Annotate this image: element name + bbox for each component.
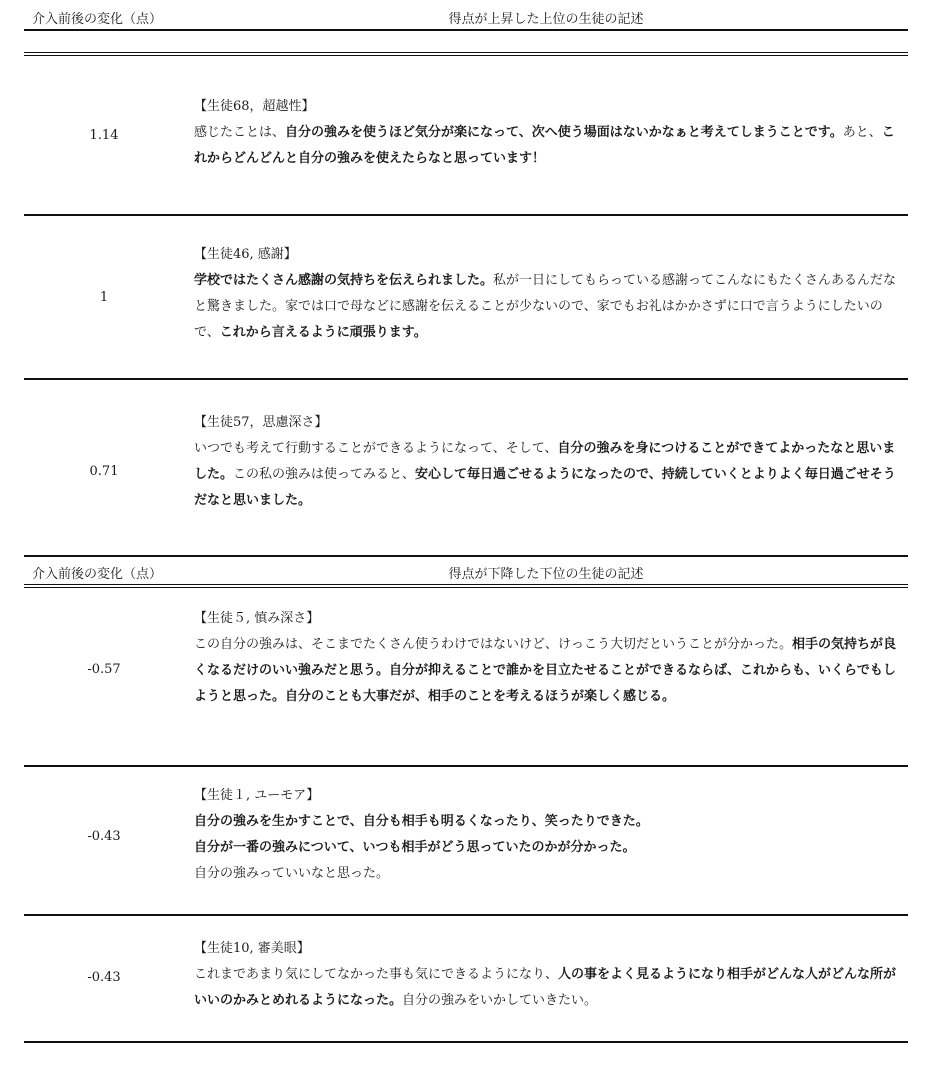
table-row [24, 588, 908, 760]
table-header [24, 557, 908, 585]
comment-text-bold: 学校ではたくさん感謝の気持ちを伝えられました。 [194, 273, 494, 288]
change-value: 0.71 [89, 464, 119, 479]
table-row [24, 56, 908, 214]
table-header [24, 2, 908, 30]
change-value: 1.14 [89, 128, 119, 143]
comment-text-bold: これから言えるように頑張ります。 [219, 325, 427, 340]
student-tag: 【生徒１, ユーモア】 [194, 788, 320, 803]
comment-text: 私が一日にしてもらっている感謝ってこんなにもたくさんあるんだなと驚きました。家では口で母などに感謝を伝えることが少ないので、家でもお礼はかかさずに口で言うようにしたいので、 [194, 273, 897, 340]
header-top-rule [24, 29, 908, 31]
change-value: -0.43 [87, 970, 121, 985]
student-tag: 【生徒68，超越性】 [194, 99, 315, 114]
comment-text: いつでも考えて行動することができるようになって、そして、 [194, 441, 558, 456]
comment-text: これまであまり気にしてなかった事も気にできるようになり、 [194, 967, 559, 982]
header-double-rule-1 [24, 584, 908, 585]
comment-text: この私の強みは使ってみると、 [233, 467, 416, 482]
student-comment [194, 936, 904, 1014]
header-change-label: 介入前後の変化（点） [32, 567, 163, 582]
header-change-label: 介入前後の変化（点） [32, 12, 163, 27]
comment-text-bold: 自分の強みを使うほど気分が楽になって、次へ使う場面はないかなぁと考えてしまうことです。 [285, 125, 843, 140]
comment-text-bold: 自分の強みを身につけることができてよかったなと思いました。 [194, 441, 896, 482]
comment-text-bold: 安心して毎日過ごせるようになったので、持続していくとよりよく毎日過ごせそうだなと思いました。 [194, 467, 896, 508]
comment-text-bold: 人の事をよく見るようになり相手がどんな人がどんな所がいいのかみとめれるようになった。 [194, 967, 897, 1008]
section-rising [24, 0, 908, 508]
header-double-rule-1 [24, 52, 908, 53]
change-value: -0.43 [87, 829, 121, 844]
student-comment [194, 94, 904, 172]
comment-text: この自分の強みは、そこまでたくさん使うわけではないけど、けっこう大切だということが分かった。 [194, 637, 793, 652]
comment-text-bold: 相手の気持ちが良くなるだけのいい強みだと思う。自分が抑えることで誰かを目立たせることができるならば、これからも、いくらでもしようと思った。自分のことも大事だが、相手のことを考えるほうが楽しく感じる。 [194, 637, 897, 704]
comment-text: 自分の強みをいかしていきたい。 [402, 993, 598, 1008]
table-row [24, 767, 908, 913]
comment-text: 感じたことは、 [194, 125, 286, 140]
student-tag: 【生徒57，思慮深さ】 [194, 415, 328, 430]
table-row [24, 916, 908, 1040]
change-value: 1 [99, 290, 109, 305]
student-comment [194, 242, 904, 346]
table-row [24, 380, 908, 554]
comment-line: 自分の強みっていいなと思った。 [194, 866, 390, 881]
table-bottom-rule [24, 1041, 908, 1043]
comment-text: あと、 [842, 125, 882, 140]
student-comment [194, 783, 904, 887]
change-value: -0.57 [87, 662, 121, 677]
student-tag: 【生徒10, 審美眼】 [194, 941, 310, 956]
student-tag: 【生徒５, 慎み深さ】 [194, 611, 320, 626]
student-comment [194, 606, 904, 710]
table-row [24, 216, 908, 378]
comment-line-bold: 自分が一番の強みについて、いつも相手がどう思っていたのかが分かった。 [194, 840, 636, 855]
section-falling [24, 555, 908, 1008]
header-description-label: 得点が上昇した上位の生徒の記述 [448, 12, 644, 27]
student-tag: 【生徒46, 感謝】 [194, 247, 297, 262]
header-description-label: 得点が下降した下位の生徒の記述 [448, 567, 644, 582]
comment-line-bold: 自分の強みを生かすことで、自分も相手も明るくなったり、笑ったりできた。 [194, 814, 649, 829]
student-comment [194, 410, 904, 514]
comment-text-bold: これからどんどんと自分の強みを使えたらなと思っています！ [194, 125, 895, 166]
